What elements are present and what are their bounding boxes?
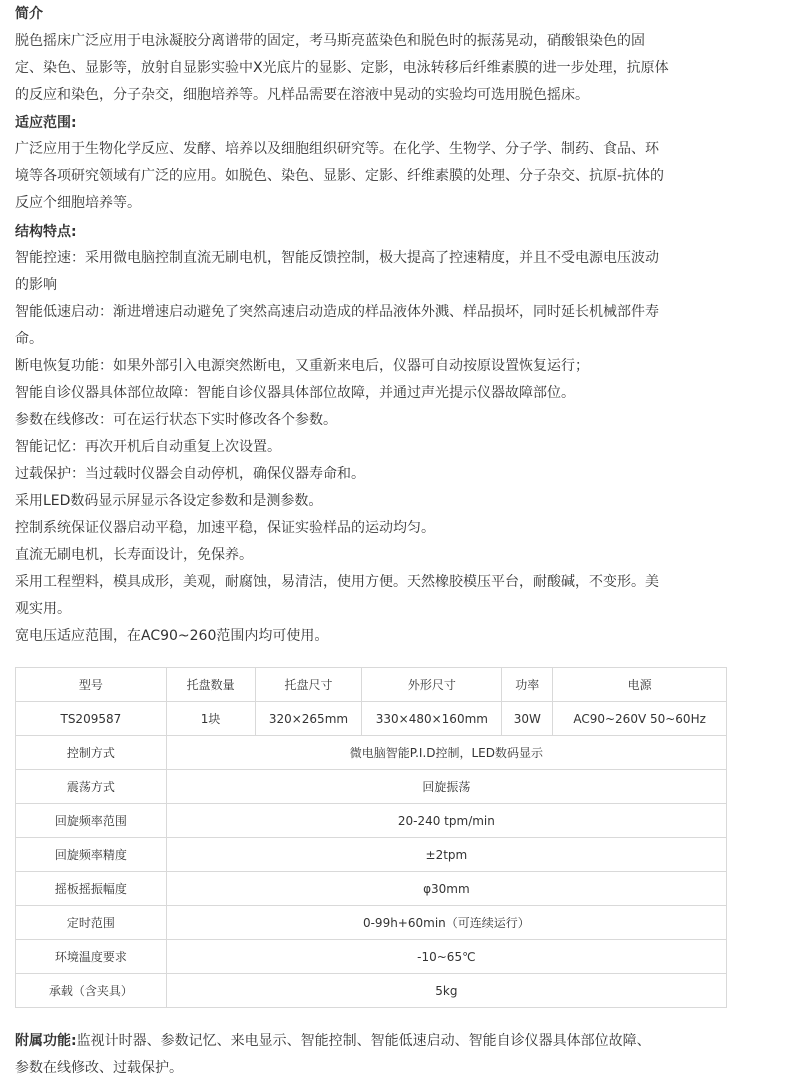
spec-header-cell: 托盘尺寸 [255,668,362,702]
scope-line: 境等各项研究领域有广泛的应用。如脱色、染色、显影、定影、纤维素膜的处理、分子杂交、抗原-抗体的 [15,168,665,184]
feature-line: 参数在线修改：可在运行状态下实时修改各个参数。 [15,412,337,428]
spec-table [15,667,727,1008]
spec-row-label: 定时范围 [16,906,167,940]
intro-line: 脱色摇床广泛应用于电泳凝胶分离谱带的固定，考马斯亮蓝染色和脱色时的振荡晃动，硝酸银染色的固 [15,33,645,49]
spec-row-label: 承载（含夹具） [16,974,167,1008]
spec-cell: 330×480×160mm [362,702,502,736]
spec-row [16,804,727,838]
scope-line: 广泛应用于生物化学反应、发酵、培养以及细胞组织研究等。在化学、生物学、分子学、制药、食品、环 [15,141,659,157]
spec-header-cell: 电源 [553,668,727,702]
accessory-text: 监视计时器、参数记忆、来电显示、智能控制、智能低速启动、智能自诊仪器具体部位故障、 [76,1033,651,1049]
feature-line: 智能自诊仪器具体部位故障：智能自诊仪器具体部位故障，并通过声光提示仪器故障部位。 [15,385,575,401]
feature-line: 宽电压适应范围，在AC90~260范围内均可使用。 [15,628,329,644]
spec-header-cell: 托盘数量 [166,668,255,702]
feature-line: 直流无刷电机，长寿面设计，免保养。 [15,547,253,563]
spec-row-value: φ30mm [166,872,726,906]
spec-header-cell: 外形尺寸 [362,668,502,702]
spec-row-value: -10~65℃ [166,940,726,974]
feature-line: 采用LED数码显示屏显示各设定参数和是测参数。 [15,493,323,509]
feature-line: 命。 [15,331,43,347]
intro-paragraph [15,28,785,109]
spec-row-value: 20-240 tpm/min [166,804,726,838]
spec-row [16,906,727,940]
feature-line: 观实用。 [15,601,71,617]
spec-row [16,940,727,974]
feature-line: 控制系统保证仪器启动平稳，加速平稳，保证实验样品的运动均匀。 [15,520,435,536]
spec-row-value: 5kg [166,974,726,1008]
spec-row-value: 0-99h+60min（可连续运行） [166,906,726,940]
feature-line: 的影响 [15,277,57,293]
scope-line: 反应个细胞培养等。 [15,195,141,211]
spec-row [16,872,727,906]
features-list [15,245,785,650]
spec-row [16,736,727,770]
spec-row [16,838,727,872]
accessory-line-1 [15,1028,785,1055]
spec-cell: 30W [502,702,553,736]
spec-row-label: 震荡方式 [16,770,167,804]
feature-line: 断电恢复功能：如果外部引入电源突然断电，又重新来电后，仪器可自动按原设置恢复运行； [15,358,589,374]
spec-row-label: 环境温度要求 [16,940,167,974]
spec-row [16,974,727,1008]
intro-heading: 简介 [15,6,43,22]
intro-line: 的反应和染色，分子杂交，细胞培养等。凡样品需要在溶液中晃动的实验均可选用脱色摇床。 [15,87,589,103]
feature-line: 过载保护：当过载时仪器会自动停机，确保仪器寿命和。 [15,466,365,482]
spec-cell: 320×265mm [255,702,362,736]
spec-row-value: ±2tpm [166,838,726,872]
accessory-functions [15,1028,785,1082]
spec-cell: AC90~260V 50~60Hz [553,702,727,736]
feature-line: 采用工程塑料，模具成形，美观，耐腐蚀，易清洁，使用方便。天然橡胶模压平台，耐酸碱，不变形。美 [15,574,659,590]
scope-paragraph [15,136,785,217]
feature-line: 智能控速：采用微电脑控制直流无刷电机，智能反馈控制，极大提高了控速精度，并且不受电源电压波动 [15,250,659,266]
document [15,0,785,1076]
spec-header-row [16,668,727,702]
intro-line: 定、染色、显影等，放射自显影实验中X光底片的显影、定影，电泳转移后纤维素膜的进一步处理，抗原体 [15,60,669,76]
spec-row-label: 控制方式 [16,736,167,770]
features-heading: 结构特点: [15,224,77,240]
spec-row-label: 回旋频率范围 [16,804,167,838]
spec-header-cell: 功率 [502,668,553,702]
spec-cell: TS209587 [16,702,167,736]
spec-cell: 1块 [166,702,255,736]
spec-row-value: 回旋振荡 [166,770,726,804]
spec-row-label: 回旋频率精度 [16,838,167,872]
spec-header-cell: 型号 [16,668,167,702]
feature-line: 智能低速启动：渐进增速启动避免了突然高速启动造成的样品液体外溅、样品损坏，同时延长机械部件寿 [15,304,659,320]
spec-row [16,770,727,804]
spec-row-value: 微电脑智能P.I.D控制，LED数码显示 [166,736,726,770]
scope-heading: 适应范围: [15,115,77,131]
spec-model-row [16,702,727,736]
feature-line: 智能记忆：再次开机后自动重复上次设置。 [15,439,281,455]
spec-row-label: 摇板摇振幅度 [16,872,167,906]
accessory-label: 附属功能: [15,1033,77,1049]
accessory-line-2: 参数在线修改、过载保护。 [15,1060,183,1076]
